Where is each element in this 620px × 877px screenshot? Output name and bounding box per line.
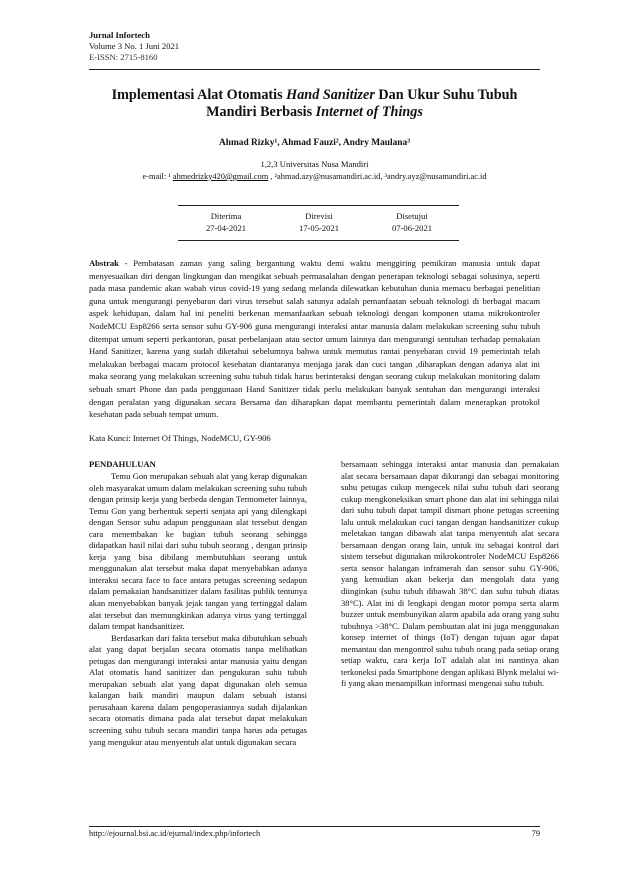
title-part-2: Dan Ukur Suhu Tubuh	[374, 87, 518, 103]
revised-label: Direvisi	[305, 211, 333, 221]
journal-issn: E-ISSN: 2715-8160	[89, 52, 158, 62]
title-italic-2: Internet of Things	[315, 104, 423, 120]
received-label: Diterima	[210, 211, 242, 221]
author-emails	[89, 172, 540, 181]
accepted-label: Disetujui	[396, 211, 428, 221]
affiliation: 1,2,3 Universitas Nusa Mandiri	[260, 159, 369, 169]
section-heading: PENDAHULUAN	[89, 459, 156, 469]
email-sep-1: ,	[268, 172, 275, 181]
journal-name: Jurnal Infortech	[89, 30, 150, 40]
footer-url[interactable]: http://ejournal.bsi.ac.id/ejurnal/index.php/infortech	[89, 829, 261, 838]
email-2: ²ahmad.azy@nusamandiri.ac.id	[274, 172, 381, 181]
title-italic-1: Hand Sanitizer	[286, 87, 375, 103]
abstract-label: Abstrak	[89, 258, 119, 268]
accepted-value: 07-06-2021	[391, 223, 433, 233]
intro-paragraph-3: bersamaan sehingga interaksi antar manusia dan pemakaian alat secara bersamaan dapat dikurangi dan sebagai monitoring suhu petugas cukup mengecek nilai suhu tubuh dari seorang cukup mengkoneksikan smart phone dan alat ini sehingga nilai dari suhu tubuh dapat tampil dismart phone petugas screening lalu untuk melakukan cuci tangan dengan handsanitizer cukup meletakan tangan dibawah alat tanpa menyentuh alat secara bersamaan dengan orang lain, untuk itu sebagai kontrol dari sistem tersebut digunakan mikrokontroler NodeMCU Esp8266 serta sensor halangan inframerah dan sensor suhu GY-906, yang kemudian akan bekerja dan mengolah data yang diinginkan (suhu tubuh dibawah 38°C dan suhu tubuh diatas 38°C). Alat ini di lengkapi dengan motor pompa serta alarm buzzer untuk membunyikan alarm apabila ada orang yang suhu tubuhnya >38°C. Dalam pembuatan alat ini juga menggunakan konsep internet of things (IoT) dengan tujuan agar dapat memantau dan mengontrol suhu tubuh orang pada setiap orang setiap waktu, cara kerja IoT adalah alat ini nantinya akan terkoneksi pada Smartphone dengan aplikasi Blynk melalui wi-fi yang akan menampilkan informasi mengenai suhu tubuh.	[341, 459, 559, 689]
authors: Ahmad Rizky¹, Ahmad Fauzi², Andry Maulana³	[218, 138, 410, 148]
keywords-text: Internet Of Things, NodeMCU, GY-906	[130, 433, 271, 443]
journal-volume: Volume 3 No. 1 Juni 2021	[89, 41, 180, 51]
email-3: ³andry.ayz@nusamandiri.ac.id	[384, 172, 487, 181]
intro-paragraph-1: Temu Gon merupakan sebuah alat yang kerap digunakan oleh masyarakat umum dalam melakukan screening suhu tubuh dengan prinsip kerja yang berbeda dengan Termometer lainnya, Temu Gon yang berbentuk seperti senjata api yang dilengkapi dengan Sensor suhu adapun penggunaan alat tersebut dengan cara menembakan ke bagian tubuh seorang sehingga didapatkan hasil nilai dari suhu tubuh seorang , dengan prinsip kerja yang bisa dibilang membutuhkan seorang untuk menggunakan alat tersebut maka dapat menyebabkan adanya interaksi secara face to face antara petugas screening sedapun dalam pemakaian handsanitizer dalam fasilitas publik tentunya akan menyebabkan banyak jejak tangan yang tertinggal dalam alat tersebut dan memungkinkan adanya virus yang tertinggal dalam tempat handsanitizer.	[89, 471, 307, 632]
email-link-1[interactable]: ahmedrizky420@gmail.com	[172, 172, 269, 181]
title-part-3: Mandiri Berbasis	[206, 104, 316, 120]
title-part-1: Implementasi Alat Otomatis	[111, 87, 287, 103]
paper-title	[89, 87, 540, 121]
accepted-date	[367, 210, 457, 234]
received-value: 27-04-2021	[205, 223, 247, 233]
abstract	[89, 257, 540, 421]
keywords	[89, 433, 540, 443]
left-column	[89, 471, 307, 748]
journal-header	[89, 30, 179, 63]
submission-dates	[178, 205, 459, 241]
keywords-label: Kata Kunci:	[89, 433, 131, 443]
footer-divider	[89, 826, 540, 827]
email-prefix: e-mail: ¹	[142, 172, 173, 181]
page-number: 79	[531, 829, 540, 838]
revised-value: 17-05-2021	[298, 223, 340, 233]
received-date	[181, 210, 271, 234]
abstract-text: - Pembatasan zaman yang saling bergantung waktu demi waktu menggiring pemikiran manusia untuk dapat menyesuaikan diri dengan lingkungan dan mengikat sebuah permasalahan dengan penerapan teknologi sebagai solusinya, seperti pada masa pandemic akan wabah virus covid-19 yang sedang melanda dilewatkan kebutuhan dunia memacu berbagai penelitian guna untuk mengurangi penyebaran dari virus tersebut salah satunya adalah pemanfaatan sebuah teknologi di berbagai macam aspek kehidupan, dalam hal ini peneliti berkenan memanfaatkan sebuah teknologi dengan komponen utama mikrokontroler NodeMCU Esp8266 serta sensor suhu GY-906 guna mengurangi interaksi antar manusia dalam melakukan screening suhu tubuh ditempat umum seperti perkantoran, pusat perbelanjaan atau sector umum lainnya dan mengurangi sentuhan terhadap pemakaian Hand Sanitizer, karena yang sudah diketahui sebelumnya bahwa untuk memutus rantai penyebaran covid 19 pemerintah telah melakukan berbagai macam protocol kesehatan diantaranya menjaga jarak dan cuci tangan ,diharapkan dengan adanya alat ini maka seorang yang melakukan screening suhu tubuh tidak harus berinteraksi dengan seorang cukup melakukan monitoring dalam sebuah smart Phone dan pada penggunaan Hand Sanitizer tidak perlu melakukan banyak sentuhan dan mengurangi interaksi dengan peralatan yang digunakan secara Bersama dan diharapkan dapat membantu pemerintah dalam menerapkan protokol kesehatan pada sebuah tempat umum.	[89, 258, 540, 420]
header-divider	[89, 69, 540, 70]
intro-paragraph-2: Berdasarkan dari fakta tersebut maka dibutuhkan sebuah alat yang dapat berjalan secara otomatis tanpa melibatkan petugas dan mengurangi interaksi antar manusia yaitu dengan Alat otomatis hand sanitizer dan pengukuran suhu tubuh merupakan sebuah alat yang dapat digunakan oleh semua kalangan baik mandiri maupun dalam sebuah istansi perusahaan karena dalam pengoperasiannya sudah dijalankan secara otomatis dimana pada alat tersebut dapat melakukan screening suhu tubuh secara mandiri tanpa harus ada petugas yang mengukur atau menyentuh alat untuk digunakan secara	[89, 632, 307, 747]
email-sep-2: ,	[380, 172, 385, 181]
right-column	[341, 459, 559, 690]
revised-date	[274, 210, 364, 234]
